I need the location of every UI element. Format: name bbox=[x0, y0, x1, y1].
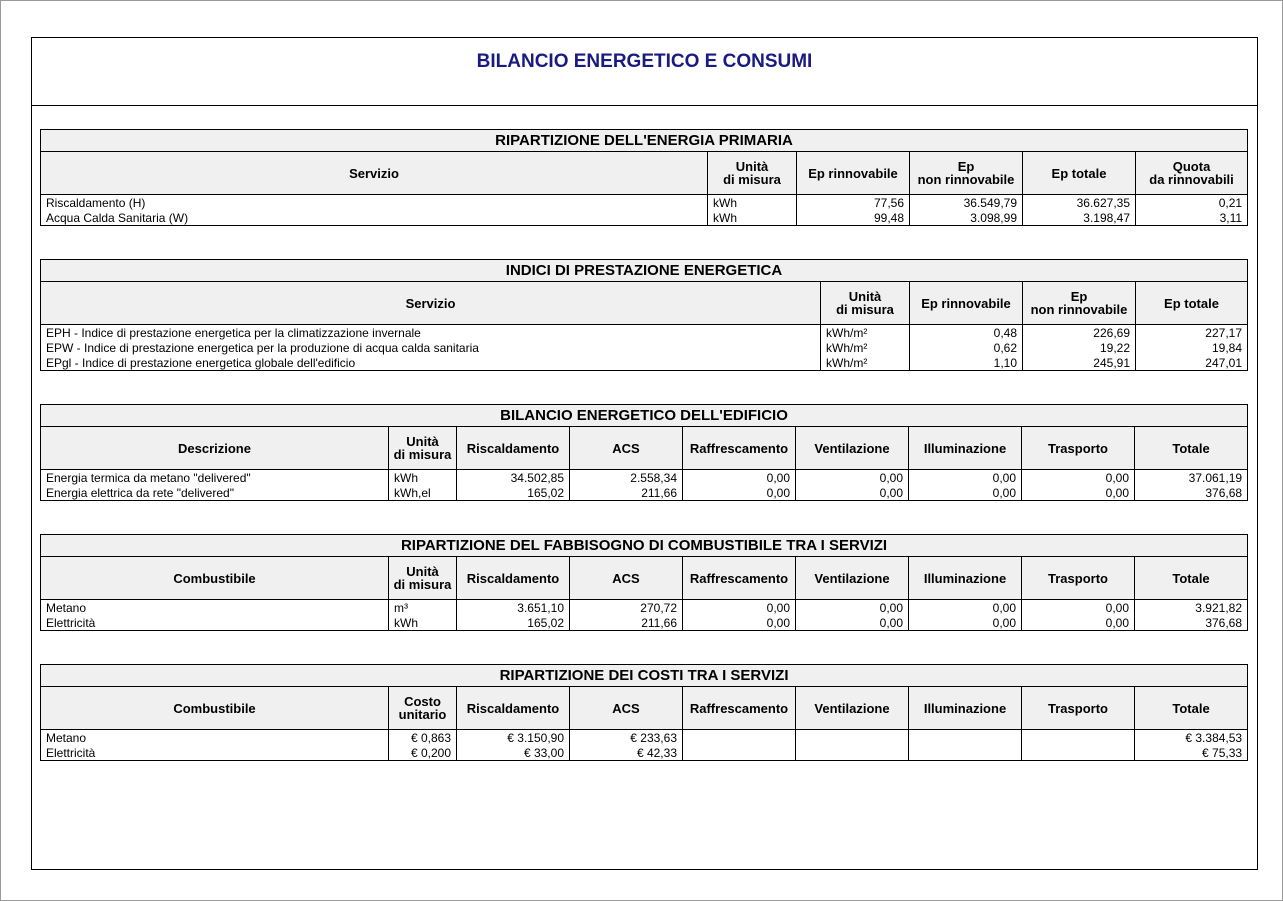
cell-ep-non-rinnovabile: 245,91 bbox=[1023, 355, 1136, 371]
cell-unit-di-misura: m³ bbox=[389, 600, 457, 616]
table-row bbox=[41, 600, 1248, 616]
column-header-descrizione: Descrizione bbox=[41, 427, 389, 470]
cell-costo-unitario: € 0,200 bbox=[389, 745, 457, 761]
cell-ep-totale: 19,84 bbox=[1136, 340, 1248, 355]
cell-illuminazione bbox=[909, 730, 1022, 746]
section-title: INDICI DI PRESTAZIONE ENERGETICA bbox=[41, 260, 1248, 282]
cell-riscaldamento: € 33,00 bbox=[457, 745, 570, 761]
section-title: RIPARTIZIONE DELL'ENERGIA PRIMARIA bbox=[41, 130, 1248, 152]
column-header-illuminazione: Illuminazione bbox=[909, 427, 1022, 470]
table-row bbox=[41, 615, 1248, 631]
cell-ep-totale: 227,17 bbox=[1136, 325, 1248, 341]
cell-unit-di-misura: kWh bbox=[389, 470, 457, 486]
column-header-totale: Totale bbox=[1135, 687, 1248, 730]
section-title: RIPARTIZIONE DEI COSTI TRA I SERVIZI bbox=[41, 665, 1248, 687]
cell-ep-rinnovabile: 0,62 bbox=[910, 340, 1023, 355]
table-row bbox=[41, 745, 1248, 761]
column-header-illuminazione: Illuminazione bbox=[909, 687, 1022, 730]
cell-unit-di-misura: kWh bbox=[389, 615, 457, 631]
column-header-acs: ACS bbox=[570, 427, 683, 470]
table-row bbox=[41, 210, 1248, 226]
primary-energy-table bbox=[40, 129, 1248, 226]
column-header-unit-di-misura: Unità di misura bbox=[708, 152, 797, 195]
cell-raffrescamento bbox=[683, 730, 796, 746]
cell-totale: 3.921,82 bbox=[1135, 600, 1248, 616]
cell-illuminazione: 0,00 bbox=[909, 600, 1022, 616]
cell-illuminazione: 0,00 bbox=[909, 470, 1022, 486]
cell-ep-non-rinnovabile: 226,69 bbox=[1023, 325, 1136, 341]
cell-trasporto: 0,00 bbox=[1022, 470, 1135, 486]
fuel-split-table bbox=[40, 534, 1248, 631]
column-header-ventilazione: Ventilazione bbox=[796, 557, 909, 600]
section-title: RIPARTIZIONE DEL FABBISOGNO DI COMBUSTIBILE TRA I SERVIZI bbox=[41, 535, 1248, 557]
cell-servizio: EPgl - Indice di prestazione energetica globale dell'edificio bbox=[41, 355, 821, 371]
cell-unit-di-misura: kWh/m² bbox=[821, 340, 910, 355]
cell-ep-totale: 247,01 bbox=[1136, 355, 1248, 371]
section-title: BILANCIO ENERGETICO DELL'EDIFICIO bbox=[41, 405, 1248, 427]
column-header-riscaldamento: Riscaldamento bbox=[457, 687, 570, 730]
cell-acs: 211,66 bbox=[570, 615, 683, 631]
table-row bbox=[41, 485, 1248, 501]
cell-quota-da-rinnovabili: 0,21 bbox=[1136, 195, 1248, 211]
column-header-combustibile: Combustibile bbox=[41, 687, 389, 730]
cell-trasporto bbox=[1022, 730, 1135, 746]
cell-raffrescamento bbox=[683, 745, 796, 761]
table-row bbox=[41, 340, 1248, 355]
cell-acs: € 233,63 bbox=[570, 730, 683, 746]
cell-illuminazione bbox=[909, 745, 1022, 761]
column-header-combustibile: Combustibile bbox=[41, 557, 389, 600]
cell-ep-non-rinnovabile: 3.098,99 bbox=[910, 210, 1023, 226]
cell-descrizione: Energia elettrica da rete "delivered" bbox=[41, 485, 389, 501]
column-header-trasporto: Trasporto bbox=[1022, 427, 1135, 470]
cell-quota-da-rinnovabili: 3,11 bbox=[1136, 210, 1248, 226]
cell-ep-totale: 3.198,47 bbox=[1023, 210, 1136, 226]
column-header-ep-totale: Ep totale bbox=[1023, 152, 1136, 195]
cell-trasporto bbox=[1022, 745, 1135, 761]
column-header-unit-di-misura: Unità di misura bbox=[389, 557, 457, 600]
column-header-trasporto: Trasporto bbox=[1022, 687, 1135, 730]
building-balance-table bbox=[40, 404, 1248, 501]
column-header-unit-di-misura: Unità di misura bbox=[389, 427, 457, 470]
cell-servizio: Acqua Calda Sanitaria (W) bbox=[41, 210, 708, 226]
cell-servizio: EPH - Indice di prestazione energetica per la climatizzazione invernale bbox=[41, 325, 821, 341]
column-header-ep-rinnovabile: Ep rinnovabile bbox=[797, 152, 910, 195]
table-row bbox=[41, 730, 1248, 746]
cell-totale: 376,68 bbox=[1135, 615, 1248, 631]
cell-ep-totale: 36.627,35 bbox=[1023, 195, 1136, 211]
cell-ep-rinnovabile: 99,48 bbox=[797, 210, 910, 226]
column-header-riscaldamento: Riscaldamento bbox=[457, 557, 570, 600]
cell-totale: € 75,33 bbox=[1135, 745, 1248, 761]
cell-riscaldamento: 165,02 bbox=[457, 485, 570, 501]
cell-unit-di-misura: kWh/m² bbox=[821, 355, 910, 371]
column-header-servizio: Servizio bbox=[41, 282, 821, 325]
table-row bbox=[41, 195, 1248, 211]
column-header-ventilazione: Ventilazione bbox=[796, 427, 909, 470]
cell-ventilazione: 0,00 bbox=[796, 600, 909, 616]
cell-ep-rinnovabile: 1,10 bbox=[910, 355, 1023, 371]
cell-acs: 2.558,34 bbox=[570, 470, 683, 486]
column-header-unit-di-misura: Unità di misura bbox=[821, 282, 910, 325]
cell-illuminazione: 0,00 bbox=[909, 615, 1022, 631]
cost-split-table bbox=[40, 664, 1248, 761]
cell-unit-di-misura: kWh/m² bbox=[821, 325, 910, 341]
column-header-riscaldamento: Riscaldamento bbox=[457, 427, 570, 470]
cell-unit-di-misura: kWh bbox=[708, 210, 797, 226]
column-header-ventilazione: Ventilazione bbox=[796, 687, 909, 730]
cell-acs: € 42,33 bbox=[570, 745, 683, 761]
cell-raffrescamento: 0,00 bbox=[683, 600, 796, 616]
column-header-trasporto: Trasporto bbox=[1022, 557, 1135, 600]
cell-ep-non-rinnovabile: 19,22 bbox=[1023, 340, 1136, 355]
column-header-quota-da-rinnovabili: Quota da rinnovabili bbox=[1136, 152, 1248, 195]
cell-servizio: EPW - Indice di prestazione energetica per la produzione di acqua calda sanitaria bbox=[41, 340, 821, 355]
cell-trasporto: 0,00 bbox=[1022, 615, 1135, 631]
cell-combustibile: Elettricità bbox=[41, 745, 389, 761]
table-row bbox=[41, 325, 1248, 341]
cell-ep-non-rinnovabile: 36.549,79 bbox=[910, 195, 1023, 211]
cell-ventilazione bbox=[796, 730, 909, 746]
performance-indices-table bbox=[40, 259, 1248, 371]
cell-ventilazione: 0,00 bbox=[796, 615, 909, 631]
column-header-raffrescamento: Raffrescamento bbox=[683, 427, 796, 470]
cell-acs: 270,72 bbox=[570, 600, 683, 616]
cell-unit-di-misura: kWh,el bbox=[389, 485, 457, 501]
cell-costo-unitario: € 0,863 bbox=[389, 730, 457, 746]
cell-unit-di-misura: kWh bbox=[708, 195, 797, 211]
cell-acs: 211,66 bbox=[570, 485, 683, 501]
column-header-raffrescamento: Raffrescamento bbox=[683, 687, 796, 730]
cell-totale: 376,68 bbox=[1135, 485, 1248, 501]
cell-trasporto: 0,00 bbox=[1022, 600, 1135, 616]
cell-ventilazione bbox=[796, 745, 909, 761]
column-header-acs: ACS bbox=[570, 557, 683, 600]
column-header-costo-unitario: Costo unitario bbox=[389, 687, 457, 730]
column-header-ep-non-rinnovabile: Ep non rinnovabile bbox=[1023, 282, 1136, 325]
cell-illuminazione: 0,00 bbox=[909, 485, 1022, 501]
cell-trasporto: 0,00 bbox=[1022, 485, 1135, 501]
column-header-totale: Totale bbox=[1135, 557, 1248, 600]
cell-combustibile: Elettricità bbox=[41, 615, 389, 631]
cell-raffrescamento: 0,00 bbox=[683, 470, 796, 486]
column-header-illuminazione: Illuminazione bbox=[909, 557, 1022, 600]
column-header-totale: Totale bbox=[1135, 427, 1248, 470]
cell-riscaldamento: € 3.150,90 bbox=[457, 730, 570, 746]
cell-totale: € 3.384,53 bbox=[1135, 730, 1248, 746]
cell-riscaldamento: 3.651,10 bbox=[457, 600, 570, 616]
cell-raffrescamento: 0,00 bbox=[683, 485, 796, 501]
cell-riscaldamento: 34.502,85 bbox=[457, 470, 570, 486]
cell-ventilazione: 0,00 bbox=[796, 485, 909, 501]
cell-combustibile: Metano bbox=[41, 600, 389, 616]
column-header-ep-totale: Ep totale bbox=[1136, 282, 1248, 325]
cell-totale: 37.061,19 bbox=[1135, 470, 1248, 486]
cell-ep-rinnovabile: 0,48 bbox=[910, 325, 1023, 341]
cell-riscaldamento: 165,02 bbox=[457, 615, 570, 631]
table-row bbox=[41, 355, 1248, 371]
cell-raffrescamento: 0,00 bbox=[683, 615, 796, 631]
column-header-servizio: Servizio bbox=[41, 152, 708, 195]
cell-ventilazione: 0,00 bbox=[796, 470, 909, 486]
page-title: BILANCIO ENERGETICO E CONSUMI bbox=[476, 51, 813, 72]
cell-servizio: Riscaldamento (H) bbox=[41, 195, 708, 211]
column-header-ep-non-rinnovabile: Ep non rinnovabile bbox=[910, 152, 1023, 195]
title-band bbox=[32, 38, 1257, 106]
column-header-ep-rinnovabile: Ep rinnovabile bbox=[910, 282, 1023, 325]
cell-combustibile: Metano bbox=[41, 730, 389, 746]
table-row bbox=[41, 470, 1248, 486]
column-header-acs: ACS bbox=[570, 687, 683, 730]
cell-ep-rinnovabile: 77,56 bbox=[797, 195, 910, 211]
column-header-raffrescamento: Raffrescamento bbox=[683, 557, 796, 600]
cell-descrizione: Energia termica da metano "delivered" bbox=[41, 470, 389, 486]
